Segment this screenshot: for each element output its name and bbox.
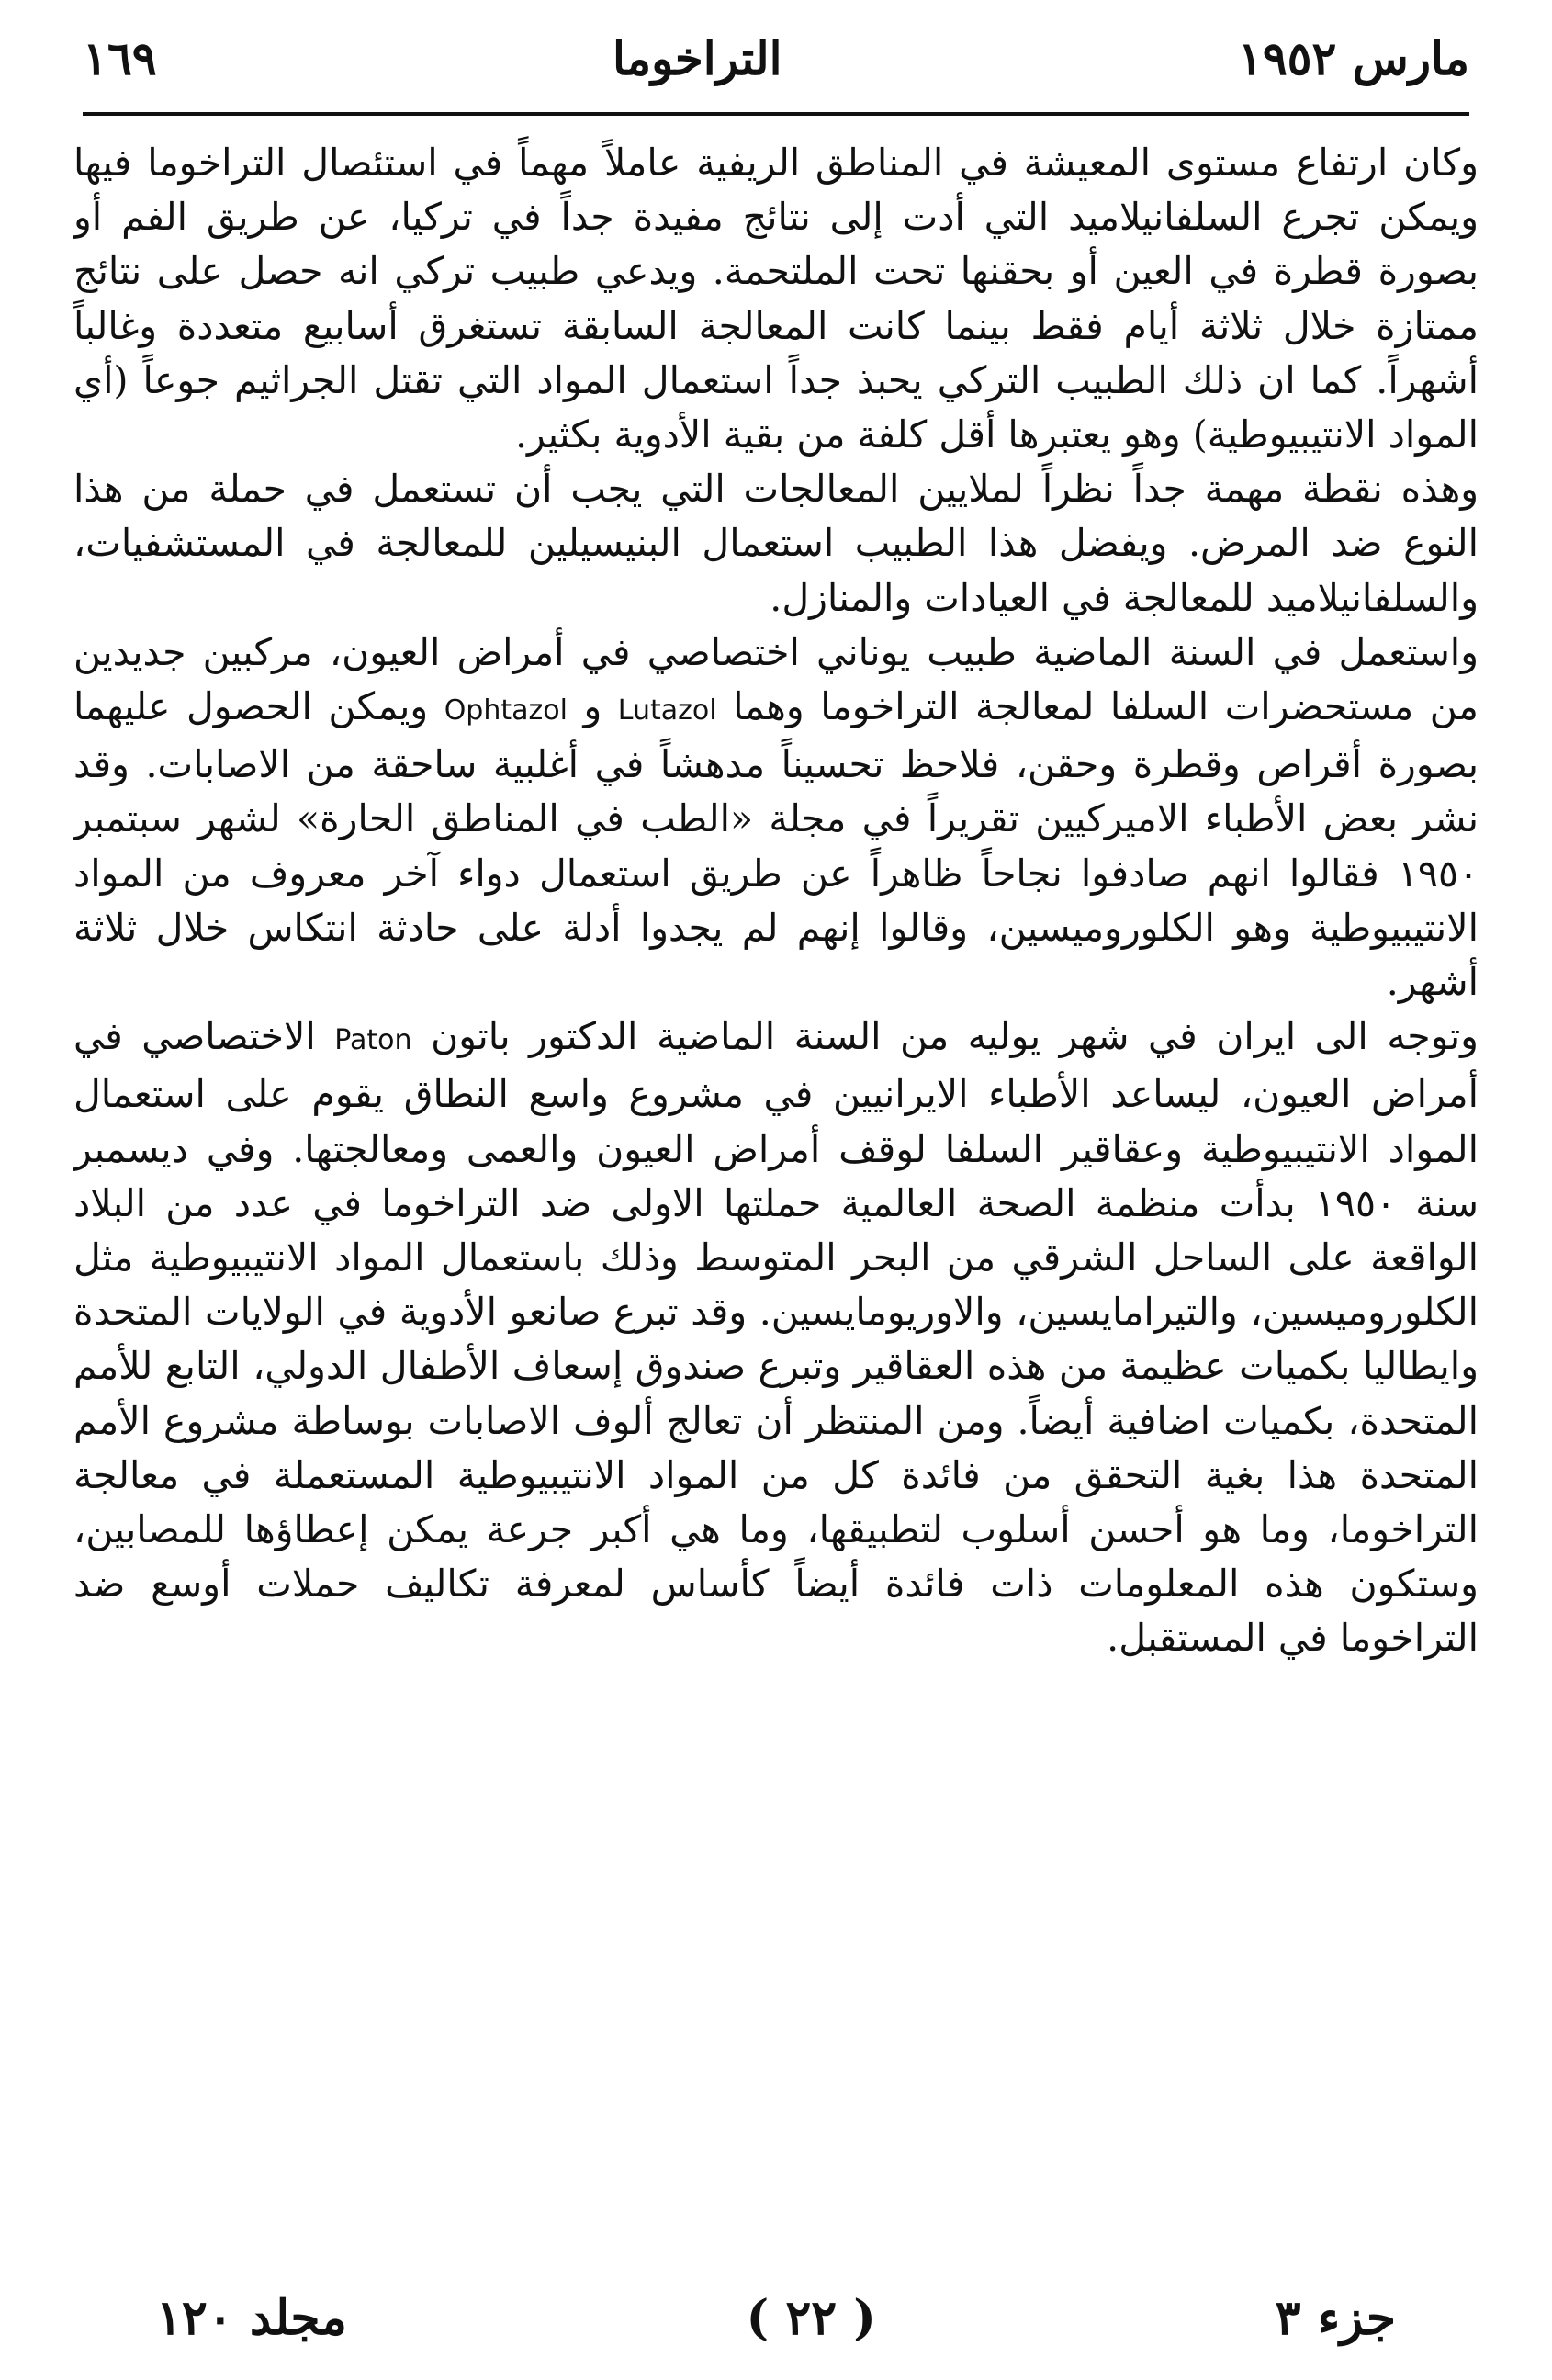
running-head (83, 26, 1469, 90)
drug-name-ophtazol: Ophtazol (444, 694, 568, 728)
page-footer (156, 2281, 1396, 2354)
paragraph-1: وكان ارتفاع مستوى المعيشة في المناطق الريفية عاملاً مهماً في استئصال التراخوما فيها ويمكن تجرع السلفانيلاميد التي أدت إلى نتائج مفيدة جداً في تركيا، عن طريق الفم أو بصورة قطرة في العين أو بحقنها تحت الملتحمة. ويدعي طبيب تركي انه حصل على نتائج ممتازة خلال ثلاثة أيام فقط بينما كانت المعالجة السابقة تستغرق أسابيع متعددة وغالباً أشهراً. كما ان ذلك الطبيب التركي يحبذ جداً استعمال المواد التي تقتل الجراثيم جوعاً (أي المواد الانتيبيوطية) وهو يعتبرها أقل كلفة من بقية الأدوية بكثير. (73, 141, 1479, 457)
paragraph-3 (73, 626, 1479, 1010)
volume-number: مجلد ١٢٠ (156, 2289, 347, 2346)
drug-name-lutazol: Lutazol (617, 694, 717, 728)
paragraph-3-conjunction: و (583, 684, 602, 729)
page-number: ١٦٩ (83, 30, 157, 85)
paragraph-3-part-a: واستعمل في السنة الماضية طبيب يوناني اختصاصي في أمراض العيون، مركبين جديدين من مستحضرات السلفا لمعالجة التراخوما وهما (73, 629, 1479, 729)
paragraph-4 (73, 1010, 1479, 1665)
header-rule (83, 112, 1469, 116)
issue-date: مارس ١٩٥٢ (1237, 30, 1469, 85)
folio-number: ( ٢٢ ) (746, 2289, 876, 2346)
paragraph-2: وهذه نقطة مهمة جداً نظراً لملايين المعالجات التي يجب أن تستعمل في حملة من هذا النوع ضد المرض. ويفضل هذا الطبيب استعمال البنيسيلين للمعالجة في المستشفيات، والسلفانيلاميد للمعالجة في العيادات والمنازل. (73, 467, 1479, 620)
article-title: التراخوما (613, 30, 782, 85)
paragraph-3-part-b: ويمكن الحصول عليهما بصورة أقراص وقطرة وحقن، فلاحظ تحسيناً مدهشاً في أغلبية ساحقة من الاصابات. وقد نشر بعض الأطباء الاميركيين تقريراً في مجلة «الطب في المناطق الحارة» لشهر سبتمبر ١٩٥٠ فقالوا انهم صادفوا نجاحاً ظاهراً عن طريق استعمال دواء آخر معروف من المواد الانتيبيوطية وهو الكلوروميسين، وقالوا إنهم لم يجدوا أدلة على حادثة انتكاس خلال ثلاثة أشهر. (73, 684, 1479, 1005)
paragraph-4-part-b: الاختصاصي في أمراض العيون، ليساعد الأطباء الايرانيين في مشروع واسع النطاق يقوم على استعمال المواد الانتيبيوطية وعقاقير السلفا لوقف أمراض العيون والعمى ومعالجتها. وفي ديسمبر سنة ١٩٥٠ بدأت منظمة الصحة العالمية حملتها الاولى ضد التراخوما في عدد من البلاد الواقعة على الساحل الشرقي من البحر المتوسط وذلك باستعمال المواد الانتيبيوطية مثل الكلوروميسين، والتيرامايسين، والاوريومايسين. وقد تبرع صانعو الأدوية في الولايات المتحدة وايطاليا بكميات عظيمة من هذه العقاقير وتبرع صندوق إسعاف الأطفال الدولي، التابع للأمم المتحدة، بكميات اضافية أيضاً. ومن المنتظر أن تعالج ألوف الاصابات بوساطة مشروع الأمم المتحدة هذا بغية التحقق من فائدة كل من المواد الانتيبيوطية المستعملة في معالجة التراخوما، وما هو أحسن أسلوب لتطبيقها، وما هي أكبر جرعة يمكن إعطاؤها للمصابين، وستكون هذه المعلومات ذات فائدة أيضاً كأساس لمعرفة تكاليف حملات أوسع ضد التراخوما في المستقبل. (73, 1014, 1479, 1661)
article-body (73, 136, 1479, 2242)
doctor-name-paton: Paton (334, 1024, 412, 1057)
part-number: جزء ٣ (1275, 2289, 1396, 2346)
paragraph-4-part-a: وتوجه الى ايران في شهر يوليه من السنة الماضية الدكتور باتون (431, 1014, 1479, 1059)
